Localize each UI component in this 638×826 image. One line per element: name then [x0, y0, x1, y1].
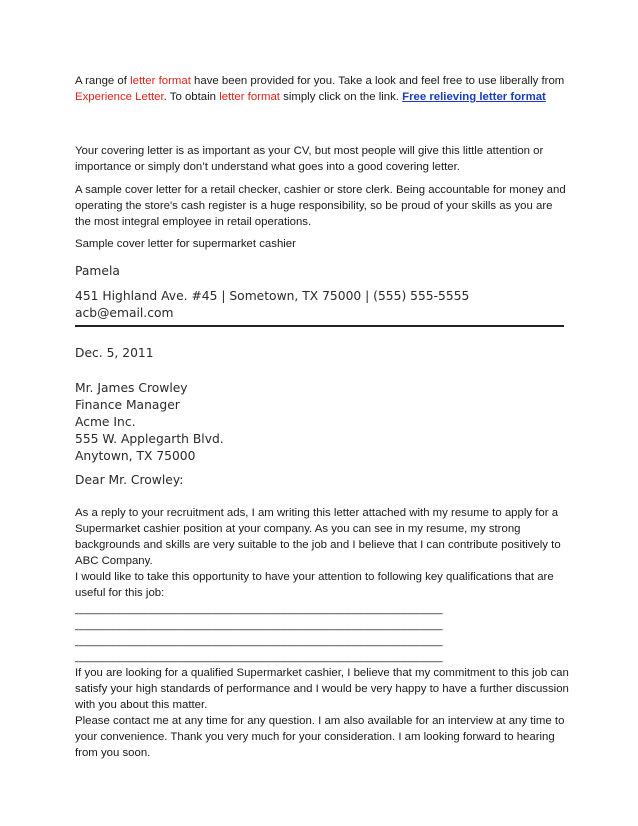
qualification-blank-4: __________________________________________________________ [75, 651, 443, 663]
sender-address: 451 Highland Ave. #45 | Sometown, TX 75000 | (555) 555-5555 [75, 289, 470, 303]
letter-format-link-1[interactable]: letter format [130, 75, 191, 87]
qualification-blank-2: __________________________________________________________ [75, 619, 443, 631]
body-paragraph-1: As a reply to your recruitment ads, I am writing this letter attached with my resume to apply for a Supermarket cashier position at your company. As you can see in my resume, my strong backgrounds and skills are very suitable to the job and I believe that I can contribute positively to ABC Company. [75, 507, 561, 567]
header-divider [75, 325, 564, 327]
experience-letter-link[interactable]: Experience Letter [75, 91, 164, 103]
intro-text-2: have been provided for you. Take a look and feel free to use liberally from [190, 75, 565, 87]
sender-email: acb@email.com [75, 306, 174, 320]
recipient-city: Anytown, TX 75000 [75, 449, 196, 463]
recipient-title: Finance Manager [75, 398, 180, 412]
retail-sample-paragraph: A sample cover letter for a retail checker, cashier or store clerk. Being accountable for money and operating the store's cash register is a huge responsibility, so be proud of your skills as you are the most integral employee in retail operations. [75, 184, 566, 228]
intro-text-1: A range of [75, 75, 131, 87]
body-paragraph-3: If you are looking for a qualified Supermarket cashier, I believe that my commitment to this job can satisfy your high standards of performance and I would be very happy to have a further discussion with you about this matter. [75, 667, 569, 711]
letter-date: Dec. 5, 2011 [75, 346, 154, 360]
sender-contact [75, 288, 570, 322]
letter-body [75, 505, 570, 761]
sender-name: Pamela [75, 264, 120, 278]
body-paragraph-2: I would like to take this opportunity to have your attention to following key qualifications that are useful for this job: [75, 571, 554, 599]
qualification-blank-3: __________________________________________________________ [75, 635, 443, 647]
salutation: Dear Mr. Crowley: [75, 473, 184, 487]
sample-caption: Sample cover letter for supermarket cashier [75, 238, 296, 250]
free-relieving-letter-link[interactable]: Free relieving letter format [402, 91, 546, 103]
recipient-name: Mr. James Crowley [75, 381, 188, 395]
intro-paragraph [75, 73, 570, 105]
recipient-block [75, 380, 570, 465]
letter-format-link-2[interactable]: letter format [219, 91, 280, 103]
recipient-street: 555 W. Applegarth Blvd. [75, 432, 224, 446]
intro-text-3: . To obtain [163, 91, 220, 103]
recipient-company: Acme Inc. [75, 415, 136, 429]
intro-text-4: simply click on the link. [279, 91, 403, 103]
body-paragraph-4: Please contact me at any time for any question. I am also available for an interview at any time to your convenience. Thank you very much for your consideration. I am looking forward to hearing from you soon. [75, 715, 565, 759]
qualification-blank-1: __________________________________________________________ [75, 603, 443, 615]
covering-letter-paragraph: Your covering letter is as important as your CV, but most people will give this little attention or importance or simply don’t understand what goes into a good covering letter. [75, 145, 544, 173]
